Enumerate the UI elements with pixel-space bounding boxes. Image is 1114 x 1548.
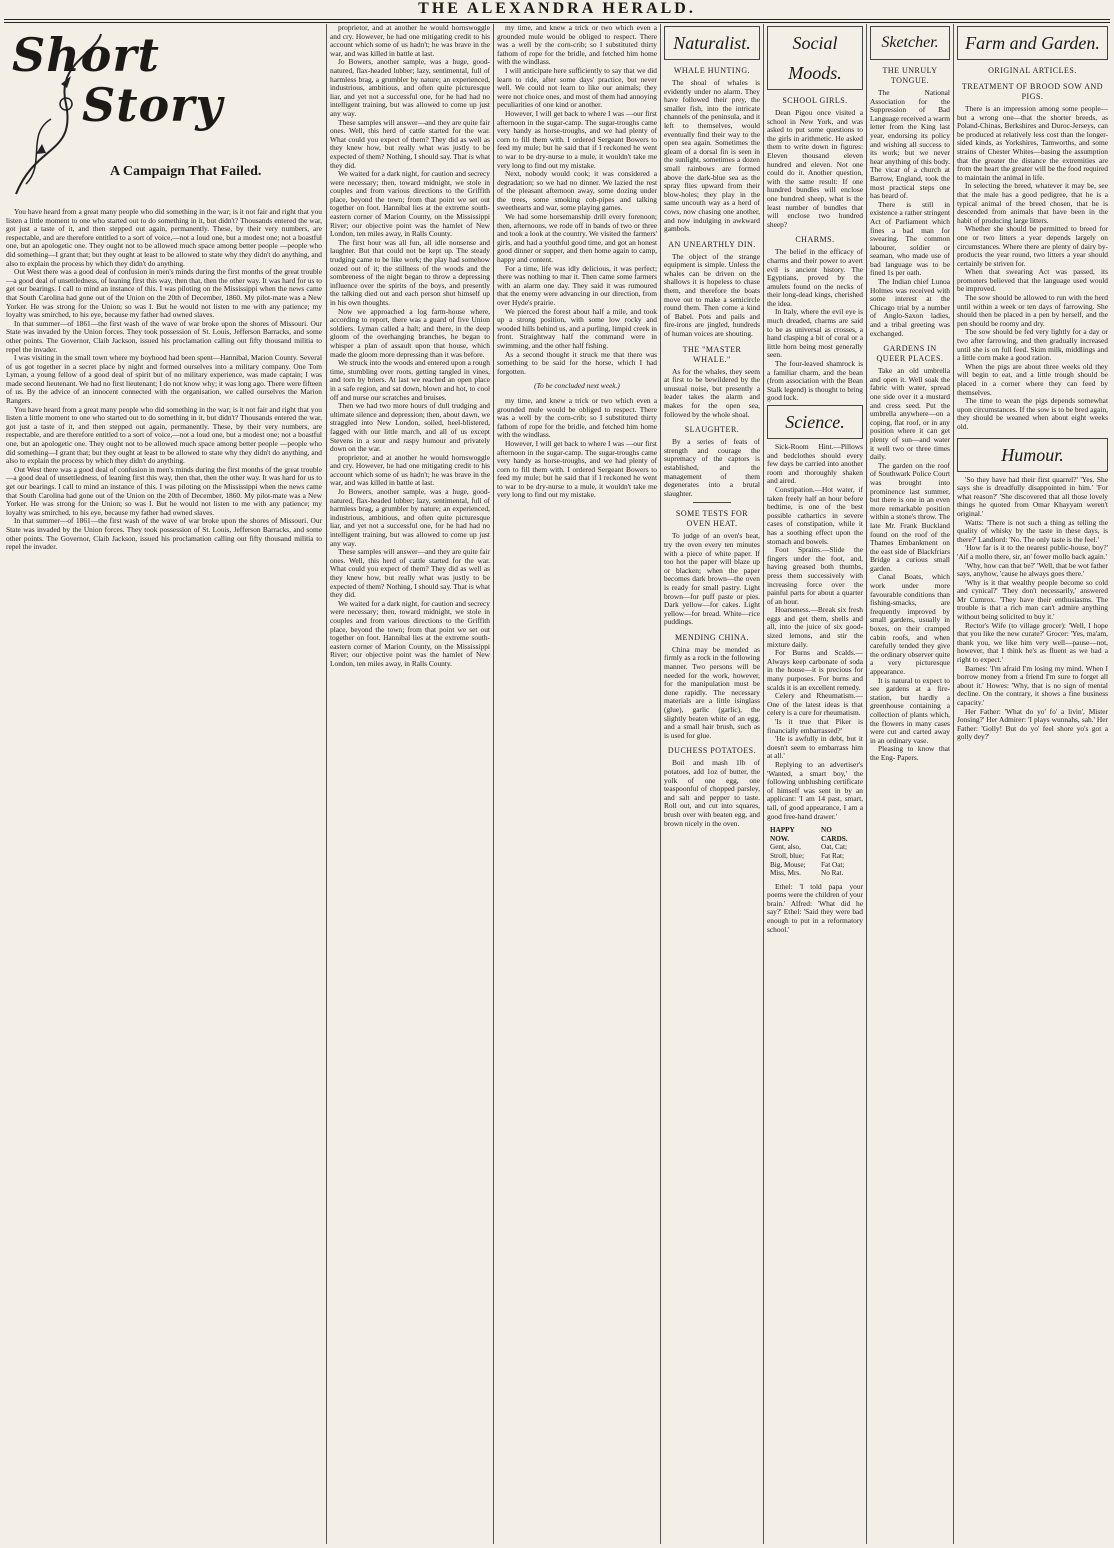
column-divider [326,24,327,1544]
story-paragraph: Out West there was a good deal of confusion in men's minds during the first months of the great trouble—a good deal of unsettledness, of leaning first this way, then that, then the other way. It was hard for us to get our bearings. I call to mind an instance of this. I was piloting on the Mississippi when the news came that South Carolina had gone out of the Union on the 20th of December, 1860. My pilot-mate was a New Yorker. He was strong for the Union; so was I. But he would not listen to me with any patience; my loyalty was smirched, to his eye, because my father had owned slaves. [6,464,322,517]
story-paragraph: For a time, life was idly delicious, it was perfect; there was nothing to mar it. Then came some farmers with an alarm one day. They said it was rumoured that the enemy were advancing in our direction, from over Hyde's prairie. [497,263,657,307]
story-paragraph: However, I will get back to where I was —our first afternoon in the sugar-camp. The sugar-troughs came very handy as horse-troughs, and we had plenty of corn to fill them with. I ordered Sergeant Bowers to feed my mule; but he said that if I reckoned he went to war to be dry-nurse to a mule, it wouldn't take me very long to find out my mistake. [497,438,657,500]
story-paragraph: my time, and knew a trick or two which even a grounded mule would be obliged to respect. There was a well by the corn-crib; so I substituted thirty fathom of rope for the bridle, and fetched him home with the windlass. [497,24,657,67]
ad-line: Fat Rat; [821,851,845,860]
science-paragraph: Foot Sprains.—Slide the fingers under the foot, and, having greased both thumbs, press them successively with increasing force over the painful parts for about a quarter of an hour. [767,545,863,606]
naturalist-paragraph: By a series of feats of strength and courage the supremacy of the captors is established, and the management of them degenerates into a brutal slaughter. [664,437,760,498]
unearthly-din-heading: AN UNEARTHLY DIN. [668,239,756,249]
humour-paragraph: 'Why is it that wealthy people become so cold and cynical?' 'They don't necessarily,' answered Mr Cumrox. 'They have their enthusiasms. The trouble is that a rich man can't admire anything without being solicited to buy it.' [957,577,1108,622]
story-paragraph: We waited for a dark night, for caution and secrecy were necessary; then, toward midnight, we stole in couples and from various directions to the Griffith place, beyond the town; from that point we set out together on foot. Hannibal lies at the extreme south-eastern corner of Marion County, on the Mississippi River; our objective point was the hamlet of New London, ten miles away, in Ralls County. [330,598,490,668]
charms-heading: CHARMS. [795,235,835,245]
ad-line: HAPPY NOW. [770,826,795,843]
ad-line: No Rat. [821,869,844,878]
sketcher-paragraph: The Indian chief Lunoa Holmes was received with some interest at the Chicago trial by a number of Anglo-Saxon ladies, and a tribal greeting was exchanged. [870,277,950,338]
column-divider [953,24,954,1544]
humour-paragraph: 'So they have had their first quarrel?' 'Yes. She says she is dreadfully disappointed in him.' 'For what reason?' 'She discovered that all those lovely things he quoted from Omar Khayyam weren't original.' [957,474,1108,518]
social-paragraph: In Italy, where the evil eye is much dreaded, charms are said to be as universal as crosses, a hand clasping a bit of coral or a little horn being most generally seen. [767,307,863,360]
humour-paragraph: Barnes: 'I'm afraid I'm losing my mind. When I borrow money from a friend I'm sure to forget all about it.' Howes: 'Why, that is no sign of mental decline. On the contrary, it shows a fine business capacity.' [957,663,1108,707]
humour-paragraph: 'Why, how can that be?' 'Well, that be wot father says, anyhow, 'cause he always goes there.' [957,560,1108,579]
unruly-tongue-heading: THE UNRULY TONGUE. [882,66,938,85]
divider [693,502,731,503]
masthead-rule-top [4,19,1110,20]
school-girls-heading: SCHOOL GIRLS. [782,96,848,105]
social-paragraph: Dean Pigou once visited a school in New York, and was asked to put some questions to the girls in arithmetic. He asked them to write down in figures: Eleven thousand eleven hundred and eleven. Not one could do it. Another question, with the same result: If one hundred bundles will enclose one hundred sheep, what is the least number of bundles that will enclose two hundred sheep? [767,108,863,229]
humour-paragraph: Watts: 'There is not such a thing as telling the quality of whisky by the taste in these days, is there?' Landlord: 'No. The only taste is the feel.' [957,517,1108,544]
story-paragraph: my time, and knew a trick or two which even a grounded mule would be obliged to respect. There was a well by the corn-crib; so I substituted thirty fathom of rope for the bridle, and fetched him home with the windlass. [497,395,657,440]
gardens-paragraph: Canal Boats, which work under more favourable conditions than fishing-smacks, are frequently improved by small gardens, usually in boxes, on their cramped cabin roofs, and when carefully tended they give the ordinary observer quite a very picturesque appearance. [870,572,950,676]
farm-paragraph: The time to wean the pigs depends somewhat upon circumstances. If the sow is to be bred again, they should be weaned when about eight weeks old. [957,396,1108,431]
column-divider [763,24,764,1544]
story-paragraph: Jo Bowers, another sample, was a huge, good-natured, flax-headed lubber; lazy, sentimental, full of harmless brag, a grumbler by nature; an experienced, industrious, ambitious, and often quite picturesque liar, and yet not a successful one, for he had had no intelligent training, but was allowed to come up just any way. [330,57,490,118]
story-paragraph: In that summer—of 1861—the first wash of the wave of war broke upon the shores of Missouri. Our State was invaded by the Union forces. They took possession of St. Louis, Jefferson Barracks, and some other points. The Governor, Claib Jackson, issued his proclamation calling out fifty thousand militia to repel the invader. [6,516,322,552]
story-paragraph: As a second thought it struck me that there was something to be said for the horse, which I had forgotten. [497,349,657,376]
farm-paragraph: In selecting the breed, whatever it may be, see that the male has a good pedigree, that he is a typical animal of the breed chosen, that he is descended from animals that have been in the habit of producing large litters. [957,181,1108,225]
short-story-column [6,24,322,1544]
short-story-subtitle: A Campaign That Failed. [110,164,262,179]
brood-sow-heading: TREATMENT OF BROOD SOW AND PIGS. [961,82,1104,101]
sketcher-paragraph: There is still in existence a rather stringent Act of Parliament which fines a bad man for swearing. The common labourer, soldier or seaman, who made use of bad language was to be fined 1s per oath. [870,199,950,278]
story-paragraph: We struck into the woods and entered upon a rough time, stumbling over roots, getting tangled in vines, and torn by briers. At last we reached an open place in a safe region, and sat down, blown and hot, to cool off and nurse our scratches and bruises. [330,358,490,402]
ad-line: Stroll, blue; [770,851,804,860]
farm-paragraph: The sow should be allowed to run with the herd until within a week or ten days of farrowing. She should then be placed in a pen by herself, and the pen should be roomy and dry. [957,293,1108,328]
ad-line: Big, Mouse; [770,860,806,869]
social-paragraph: The belief in the efficacy of charms and their power to avert evil is ancient history. The Egyptians, proved by the amulets found on the necks of their long-dead kings, cherished the idea. [767,247,863,308]
story-paragraph: proprietor, and at another he would hornswoggle and cry. However, he had one mitigating credit to his account which some of us hadn't; he was brave in the war, and was killed in battle at last. [330,452,490,488]
naturalist-paragraph: As for the whales, they seem at first to be bewildered by the unusual noise, but presently a leader takes the alarm and makes for the open sea, followed by the whole shoal. [664,366,760,419]
naturalist-header: Naturalist. [664,26,760,60]
humour-paragraph: 'How far is it to the nearest public-house, boy?' 'Aif a mollo there, sir, an' fower mollo back again.' [957,543,1108,561]
story-paragraph: You have heard from a great many people who did something in the war; is it not fair and right that you listen a little moment to one who started out to do something in it, but didn't? Thousands entered the war, got just a taste of it, and then stepped out again, permanently. These, by their very numbers, are respectable, and are therefore entitled to a sort of voice,—not a loud one, but a modest one; not a boastful one, but an apologetic one. They ought not to be allowed much space among better people —people who did something—I grant that; but they ought at least to be allowed to state why they didn't do anything, and also to explain the process by which they didn't do anything. [6,404,322,466]
science-paragraph: Hoarseness.—Break six fresh eggs and get them, shells and all, into the juice of six good-sized lemons, and stir the mixture daily. [767,605,863,649]
story-paragraph: We waited for a dark night, for caution and secrecy were necessary; then, toward midnight, we stole in couples and from various directions to the Griffith place, beyond the town; from that point we set out together on foot. Hannibal lies at the extreme south-eastern corner of Marion County, on the Mississippi River; our objective point was the hamlet of New London, ten miles away, in Ralls County. [330,169,490,239]
gardens-heading: GARDENS IN QUEER PLACES. [876,344,944,364]
masthead: THE ALEXANDRA HERALD. [418,0,696,17]
masthead-rule-bottom [4,22,1110,23]
duchess-potatoes-text: Boil and mash 1lb of potatoes, add 1oz of butter, the yolk of one egg, one teaspoonful of chopped parsley, and salt and pepper to taste. Roll out, and cut into squares, brush over with beaten egg, and brown nicely in the oven. [664,758,760,828]
gardens-paragraph: The garden on the roof of Southwark Police Court was brought into prominence last summer, but there is one in an even more remarkable position within a stone's throw. The late Mr. Frank Buckland found on the roof of the Thames Embankment on the east side of Blackfriars Bridge a curious small garden. [870,460,950,573]
science-header: Science. [767,405,863,439]
column-divider [866,24,867,1544]
story-paragraph: In that summer—of 1861—the first wash of the wave of war broke upon the shores of Missouri. Our State was invaded by the Union forces. They took possession of St. Louis, Jefferson Barracks, and some other points. The Governor, Claib Jackson, issued his proclamation calling out fifty thousand militia to repel the invader. [6,318,322,354]
naturalist-column [664,24,760,1544]
science-paragraph: Sick-Room Hint.—Pillows and bedclothes should every few days be carried into another room and thoroughly shaken and aired. [767,442,863,486]
gardens-paragraph: Take an old umbrella and open it. Well soak the fabric with water, spread one side over it a mustard and cress seed. Put the umbrella anywhere—on a coping, flat roof, or in any position where it can get plenty of sun—and water it well two or three times daily. [870,366,950,462]
story-paragraph: Now we approached a log farm-house where, according to report, there was a guard of five Union soldiers. Lyman called a halt; and there, in the deep gloom of the overhanging branches, he began to whisper a plan of assault upon that house, which made the gloom more depressing than it was before. [330,306,490,359]
story-paragraph: Next, nobody would cook; it was considered a degradation; so we had no dinner. We lazied the rest of the pleasant afternoon away, some dozing under the trees, some smoking cob-pipes and talking sweethearts and war, some playing games. [497,169,657,213]
duchess-potatoes-heading: DUCHESS POTATOES. [667,746,757,756]
happy-now-ad [767,825,863,879]
story-paragraph: I will anticipate here sufficiently to say that we did learn to ride, after some days' practice, but never well. We could not learn to like our animals; they were not choice ones, and most of them had annoying peculiarities of one kind or another. [497,65,657,110]
oven-heat-heading: SOME TESTS FOR OVEN HEAT. [675,509,749,529]
story-paragraph: However, I will get back to where I was —our first afternoon in the sugar-camp. The sugar-troughs came very handy as horse-troughs, and we had plenty of corn to fill them with. I ordered Sergeant Bowers to feed my mule; but he said that if I reckoned he went to war to be dry-nurse to a mule, it wouldn't take me very long to find out my mistake. [497,108,657,170]
social-paragraph: The four-leaved shamrock is a familiar charm, and the bean (from association with the Bean Stalk legend) is thought to bring good luck. [767,359,863,403]
naturalist-paragraph: The object of the strange equipment is simple. Unless the whales can be driven on the shallows it is hopeless to chase them, and therefore the boats move out to make a semicircle round them. Then come a kind of Babel. Pots and pails and fire-irons are jingled, hundreds of human voices are shouting. [664,251,760,339]
science-paragraph: Celery and Rheumatism.—One of the latest ideas is that celery is a cure for rheumatism. [767,691,863,718]
story-paragraph: The first hour was all fun, all idle nonsense and laughter. But that could not be kept up. The steady trudging came to be like work; the play had somehow oozed out of it; the stillness of the woods and the sombreness of the night began to throw a depressing influence over the spirits of the boys, and presently the talking died out and each person shut himself up in his own thoughts. [330,237,490,307]
oven-heat-text: To judge of an oven's heat, try the oven every ten minutes with a piece of white paper. If too hot the paper will blaze up or blacken; when the paper becomes dark brown—the oven is ready for small pastry. Light brown—for puff paste or pies. Dark yellow—for cakes. Light yellow—for bread. White—rice puddings. [664,531,760,627]
short-story-title-line2: Story [82,78,224,132]
sketcher-paragraph: The National Association for the Suppression of Bad Language received a warm letter from the King last year, endorsing its policy and wishing all success to its work; but we never hear anything of this body. The vicar of a church at Barrow, England, took the most practical steps one has heard of. [870,88,950,201]
gardens-paragraph: It is natural to expect to see gardens at a fire-station, but hardly a greenhouse containing a collection of plants which, the flowers in many cases were cut and carted away in an ordinary vase. [870,675,950,745]
story-paragraph: We had some horsemanship drill every forenoon; then, afternoons, we rode off in bands of two or three and took a look at the country. We visited the farmers' girls, and had a youthful good time, and got an honest good dinner or supper, and then home again to camp, happy and content. [497,212,657,265]
column-divider [660,24,661,1544]
joke-paragraph: Replying to an advertiser's 'Wanted, a smart boy,' the following unblushing certificate of himself was sent in by an applicant: 'I am 14 past, smart, tall, of good appearance, I am a good free-hand drawer.' [767,759,863,821]
joke-paragraph: Ethel: 'I told papa your poems were the children of your brain.' Alfred: 'What did he say?' Ethel: 'Said they were bad enough to put in a reformatory school.' [767,881,863,934]
social-moods-header: Social Moods. [767,26,863,90]
story-paragraph: These samples will answer—and they are quite fair ones. Well, this herd of cattle started for the war. What could you expect of them? They did as well as they knew how, but really what was justly to be expected of them? Nothing, I should say. That is what they did. [330,547,490,600]
ad-line: Miss, Mrs. [770,869,801,878]
slaughter-heading: SLAUGHTER. [684,425,740,435]
master-whale-heading: THE "MASTER WHALE." [682,344,742,364]
ad-left-column [767,825,818,879]
story-paragraph: I was visiting in the small town where my boyhood had been spent—Hannibal, Marion County. Several of us got together in a secret place by night and formed ourselves into a military company. One Tom Lyman, a young fellow of a good deal of spirit but of no military experience, was made captain; I was made second lieutenant. We had no first lieutenant; I do not know why; it was long ago. There were fifteen of us. By the advice of an innocent connected with the organisation, we called ourselves the Marion Rangers. [6,353,322,406]
mending-china-text: China may be mended as firmly as a rock in the following manner. Two persons will be needed for the work, however, for the manipulation must be done rapidly. The necessary materials are a little isinglass (glue), garlic (garlic), the slightly beaten white of an egg, and a small hair brush, such as is used for glue. [664,644,760,740]
story-paragraph: proprietor, and at another he would hornswoggle and cry. However, he had one mitigating credit to his account which some of us hadn't; he was brave in the war, and was killed in battle at last. [330,24,490,58]
short-story-banner [6,24,322,202]
farm-paragraph: Whether she should be permitted to breed for one or two litters a year depends largely on circumstances. Where there are plenty of dairy by-products the year round, two litters a year should certainly be striven for. [957,224,1108,268]
short-story-title [12,30,223,130]
farm-garden-header: Farm and Garden. [957,26,1108,60]
science-paragraph: Constipation.—Hot water, if taken freely half an hour before bedtime, is one of the best possible cathartics in severe cases of constipation, while it has a soothing effect upon the stomach and bowels. [767,484,863,546]
short-story-title-line1: Short [12,28,160,82]
joke-paragraph: 'Is it true that Piker is financially embarrassed?' [767,717,863,735]
farm-paragraph: The sow should be fed very lightly for a day or two after farrowing, and then gradually increased until she is on full feed. Skim milk, middlings and a little corn make a good ration. [957,327,1108,363]
original-articles-heading: ORIGINAL ARTICLES. [988,66,1077,75]
ad-line: Oat, Cat; [821,843,847,852]
column-divider [493,24,494,1544]
story-paragraph: You have heard from a great many people who did something in the war; is it not fair and right that you listen a little moment to one who started out to do something in it, but didn't? Thousands entered the war, got just a taste of it, and then stepped out again, permanently. These, by their very numbers, are respectable, and are therefore entitled to a sort of voice,—not a loud one, but a modest one; not a boastful one, but an apologetic one. They ought not to be allowed much space among better people —people who did something—I grant that; but they ought at least to be allowed to state why they didn't do anything, and also to explain the process by which they didn't do anything. [6,207,322,268]
joke-paragraph: 'He is awfully in debt, but it doesn't seem to embarrass him at all.' [767,734,863,761]
story-continuation2-column [497,24,657,1544]
humour-header: Humour. [957,438,1108,472]
humour-paragraph: Her Father: 'What do yo' fo' a livin', Mister Jonsing?' Her Admirer: 'I plays wunnahs, sah.' Her Father: 'Golly! But do yo' feel shore yo's got a golly dey?' [957,706,1108,742]
social-moods-column [767,24,863,1544]
story-continuation-column [330,24,490,1544]
to-be-concluded: (To be concluded next week.) [534,381,620,391]
naturalist-paragraph: The shoal of whales is evidently under no alarm. They have followed their prey, the smaller fish, into the intricate channels of the peninsula, and it left to themselves, would eventually find their way to the open sea again. Sometimes the gleam of a dorsal fin is seen in the sunlight, sometimes a dozen small rainbows are formed above the dark-blue sea as the spray flies upward from their blow-holes; they play in the same uncouth way as a herd of cows, now chasing one another, and now indulging in awkward gambols. [664,78,760,234]
sketcher-column [870,24,950,1544]
story-paragraph: These samples will answer—and they are quite fair ones. Well, this herd of cattle started for the war. What could you expect of them? They did as well as they knew how, but really what was justly to be expected of them? Nothing, I should say. That is what they did. [330,117,490,170]
farm-paragraph: When that swearing Act was passed, its promoters believed that the language used would be improved. [957,267,1108,294]
story-paragraph: Then we had two more hours of dull trudging and ultimate silence and depression; then, about dawn, we straggled into New London, soiled, heel-blistered, fagged with our little march, and all of us except Stevens in a sour and raspy humour and privately down on the war. [330,401,490,454]
ad-line: Gent, also, [770,843,801,852]
story-paragraph: We pierced the forest about half a mile, and took up a strong position, with some low rocky and wooded hills behind us, and a purling, limpid creek in front. Straightway half the command were in swimming, and the other half fishing. [497,306,657,350]
sketcher-footer: Pleasing to know that the Eng- Papers. [870,744,950,762]
whale-hunting-heading: WHALE HUNTING. [673,66,751,75]
farm-garden-column [957,24,1108,1544]
humour-paragraph: Rector's Wife (to village grocer): 'Well, I hope that you like the new curate?' Grocer: 'Yes, ma'am, thank you, we like him very well—pause—not, however, that I think he's as fluent as we had a right to expect.' [957,620,1108,665]
sketcher-header: Sketcher. [870,26,950,60]
farm-paragraph: There is an impression among some people—but a wrong one—that the shorter breeds, as Poland-Chinas, Berkshires and Duroc-Jerseys, can be produced at relatively less cost than the longer-sided kinds, as Yorkshires, Tamworths, and some strains of Chester Whites—basing the assumption that the greater the distance the extremities are from the heart the greater will be the food required to maintain the animal in life. [957,104,1108,182]
ad-line: Fat Oat; [821,860,845,869]
ad-line: NO CARDS. [821,826,848,843]
story-paragraph: Jo Bowers, another sample, was a huge, good-natured, flax-headed lubber; lazy, sentimental, full of harmless brag, a grumbler by nature; an experienced, industrious, ambitious, and often quite picturesque liar, and yet not a successful one, for he had had no intelligent training, but was allowed to come up just any way. [330,487,490,548]
story-paragraph: Out West there was a good deal of confusion in men's minds during the first months of the great trouble—a good deal of unsettledness, of leaning first this way, then that, then the other way. It was hard for us to get our bearings. I call to mind an instance of this. I was piloting on the Mississippi when the news came that South Carolina had gone out of the Union on the 20th of December, 1860. My pilot-mate was a New Yorker. He was strong for the Union; so was I. But he would not listen to me with any patience; my loyalty was smirched, to his eye, because my father had owned slaves. [6,267,322,320]
science-paragraph: For Burns and Scalds.—Always keep carbonate of soda in the house—it is precious for many purposes. For burns and scalds it is an excellent remedy. [767,648,863,692]
mending-china-heading: MENDING CHINA. [674,632,750,642]
farm-paragraph: When the pigs are about three weeks old they will begin to eat, and a little trough should be placed in a corner where they can feed by themselves. [957,361,1108,397]
ad-right-column [818,825,863,879]
